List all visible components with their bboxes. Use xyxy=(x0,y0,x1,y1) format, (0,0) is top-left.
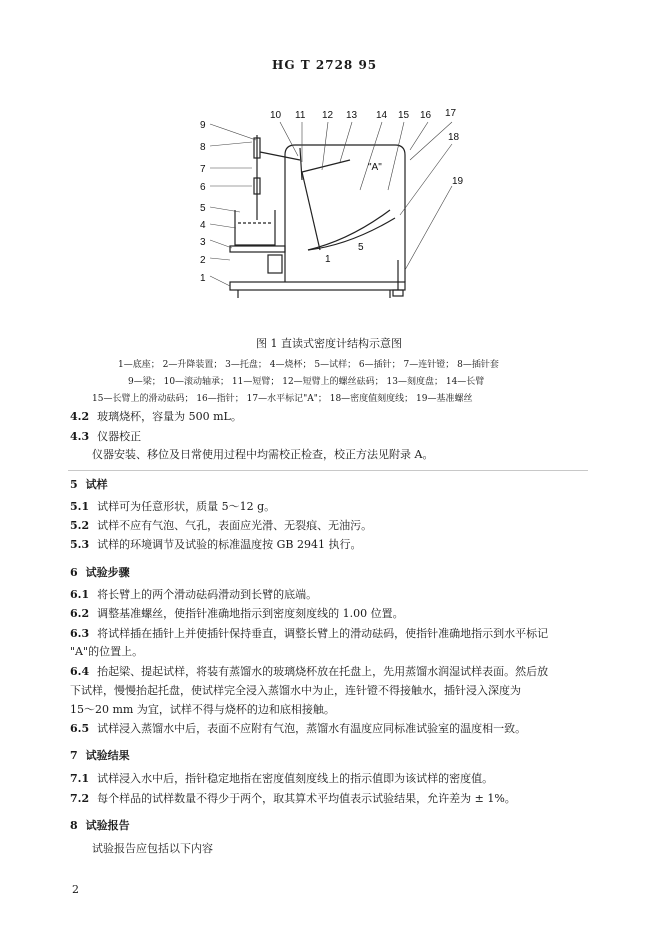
clause-number: 4.2 xyxy=(70,410,90,423)
clause-number: 6.2 xyxy=(70,607,90,620)
fig-label-8: 8 xyxy=(200,142,206,153)
clause-title: 仪器校正 xyxy=(97,430,142,443)
fig-label-3: 3 xyxy=(200,237,206,248)
fig-label-9: 9 xyxy=(200,120,206,131)
section-5-heading xyxy=(70,476,108,492)
clause-number: 4.3 xyxy=(70,430,90,443)
clause-6-3 xyxy=(70,625,548,641)
fig-label-14: 14 xyxy=(376,110,388,121)
fig-label-18: 18 xyxy=(448,132,460,143)
fig-label-6: 6 xyxy=(200,182,206,193)
clause-4-2 xyxy=(70,408,242,424)
clause-4-3-text: 仪器安装、移位及日常使用过程中均需校正检查，校正方法见附录 A。 xyxy=(92,448,434,461)
scale-digit-1: 1 xyxy=(325,254,331,265)
clause-text: 玻璃烧杯，容量为 500 mL。 xyxy=(97,410,242,423)
fig-label-17: 17 xyxy=(445,108,457,119)
clause-number: 5.1 xyxy=(70,500,90,513)
clause-number: 5.2 xyxy=(70,519,90,532)
figure-legend-line-2: 9—梁； 10—滚动轴承； 11—短臂； 12—短臂上的螺丝砝码； 13—刻度盘； 14—长臂 xyxy=(128,377,485,387)
a-mark-label: "A" xyxy=(368,162,382,173)
density-meter-diagram xyxy=(190,100,470,330)
clause-number: 7.2 xyxy=(70,792,90,805)
fig-label-10: 10 xyxy=(270,110,282,121)
section-8-heading xyxy=(70,817,130,833)
fig-label-11: 11 xyxy=(295,110,306,121)
section-number: 7 xyxy=(70,749,78,762)
fig-label-5: 5 xyxy=(200,203,206,214)
section-title: 试验步骤 xyxy=(85,566,130,579)
page-number: 2 xyxy=(72,883,79,896)
clause-5-3 xyxy=(70,536,362,552)
clause-6-3-cont: "A"的位置上。 xyxy=(70,645,144,658)
clause-text: 抬起梁、提起试样，将装有蒸馏水的玻璃烧杯放在托盘上，先用蒸馏水润湿试样表面。然后放 xyxy=(97,665,549,678)
clause-4-3-title xyxy=(70,428,141,444)
page-header: HG T 2728 95 xyxy=(272,58,378,72)
section-number: 8 xyxy=(70,819,78,832)
section-6-heading xyxy=(70,564,130,580)
section-title: 试验报告 xyxy=(85,819,130,832)
fig-label-2: 2 xyxy=(200,255,206,266)
clause-text: 调整基准螺丝，使指针准确地指示到密度刻度线的 1.00 位置。 xyxy=(97,607,404,620)
clause-number: 6.3 xyxy=(70,627,90,640)
clause-text: 试样可为任意形状，质量 5～12 g。 xyxy=(97,500,276,513)
clause-text: 试样浸入水中后，指针稳定地指在密度值刻度线上的指示值即为该试样的密度值。 xyxy=(97,772,494,785)
fig-label-4: 4 xyxy=(200,220,206,231)
fig-label-7: 7 xyxy=(200,164,206,175)
clause-7-1 xyxy=(70,770,493,786)
fig-label-16: 16 xyxy=(420,110,432,121)
clause-6-4-cont-2: 15～20 mm 为宜，试样不得与烧杯的边和底相接触。 xyxy=(70,703,335,716)
clause-number: 5.3 xyxy=(70,538,90,551)
clause-5-2 xyxy=(70,517,372,533)
section-number: 5 xyxy=(70,478,78,491)
clause-7-2 xyxy=(70,790,516,806)
clause-text: 每个样品的试样数量不得少于两个，取其算术平均值表示试验结果，允许差为 ± 1%。 xyxy=(97,792,516,805)
clause-text: 试样浸入蒸馏水中后，表面不应附有气泡，蒸馏水有温度应同标准试验室的温度相一致。 xyxy=(97,722,527,735)
figure-legend-line-3: 15—长臂上的滑动砝码； 16—指针； 17—水平标记"A"； 18—密度值刻度线； 19—基准螺丝 xyxy=(92,394,473,404)
clause-6-2 xyxy=(70,605,404,621)
section-divider xyxy=(68,470,588,471)
section-8-text: 试验报告应包括以下内容 xyxy=(92,842,213,855)
clause-5-1 xyxy=(70,498,275,514)
clause-text: 将试样插在插针上并使插针保持垂直，调整长臂上的滑动砝码，使指针准确地指示到水平标记 xyxy=(97,627,549,640)
section-number: 6 xyxy=(70,566,78,579)
fig-label-1: 1 xyxy=(200,273,206,284)
clause-number: 7.1 xyxy=(70,772,90,785)
clause-number: 6.1 xyxy=(70,588,90,601)
section-title: 试验结果 xyxy=(85,749,130,762)
fig-label-13: 13 xyxy=(346,110,358,121)
base-plate xyxy=(230,282,405,290)
fig-label-15: 15 xyxy=(398,110,410,121)
fig-label-12: 12 xyxy=(322,110,334,121)
clause-6-4 xyxy=(70,663,548,679)
clause-text: 将长臂上的两个滑动砝码滑动到长臂的底端。 xyxy=(97,588,318,601)
section-7-heading xyxy=(70,747,130,763)
figure-legend-line-1: 1—底座； 2—升降装置； 3—托盘； 4—烧杯； 5—试样； 6—插针； 7—连针镫； 8—插针套 xyxy=(118,360,499,370)
clause-6-4-cont-1: 下试样，慢慢抬起托盘，使试样完全浸入蒸馏水中为止，连针镫不得接触水，插针浸入深度为 xyxy=(70,684,521,697)
clause-6-5 xyxy=(70,720,526,736)
clause-6-1 xyxy=(70,586,317,602)
clause-text: 试样的环境调节及试验的标准温度按 GB 2941 执行。 xyxy=(97,538,362,551)
fig-label-19: 19 xyxy=(452,176,464,187)
scale-digit-5: 5 xyxy=(358,242,364,253)
figure-caption: 图 1 直读式密度计结构示意图 xyxy=(256,337,402,350)
section-title: 试样 xyxy=(85,478,108,491)
clause-text: 试样不应有气泡、气孔，表面应光滑、无裂痕、无油污。 xyxy=(97,519,373,532)
clause-number: 6.4 xyxy=(70,665,90,678)
clause-number: 6.5 xyxy=(70,722,90,735)
